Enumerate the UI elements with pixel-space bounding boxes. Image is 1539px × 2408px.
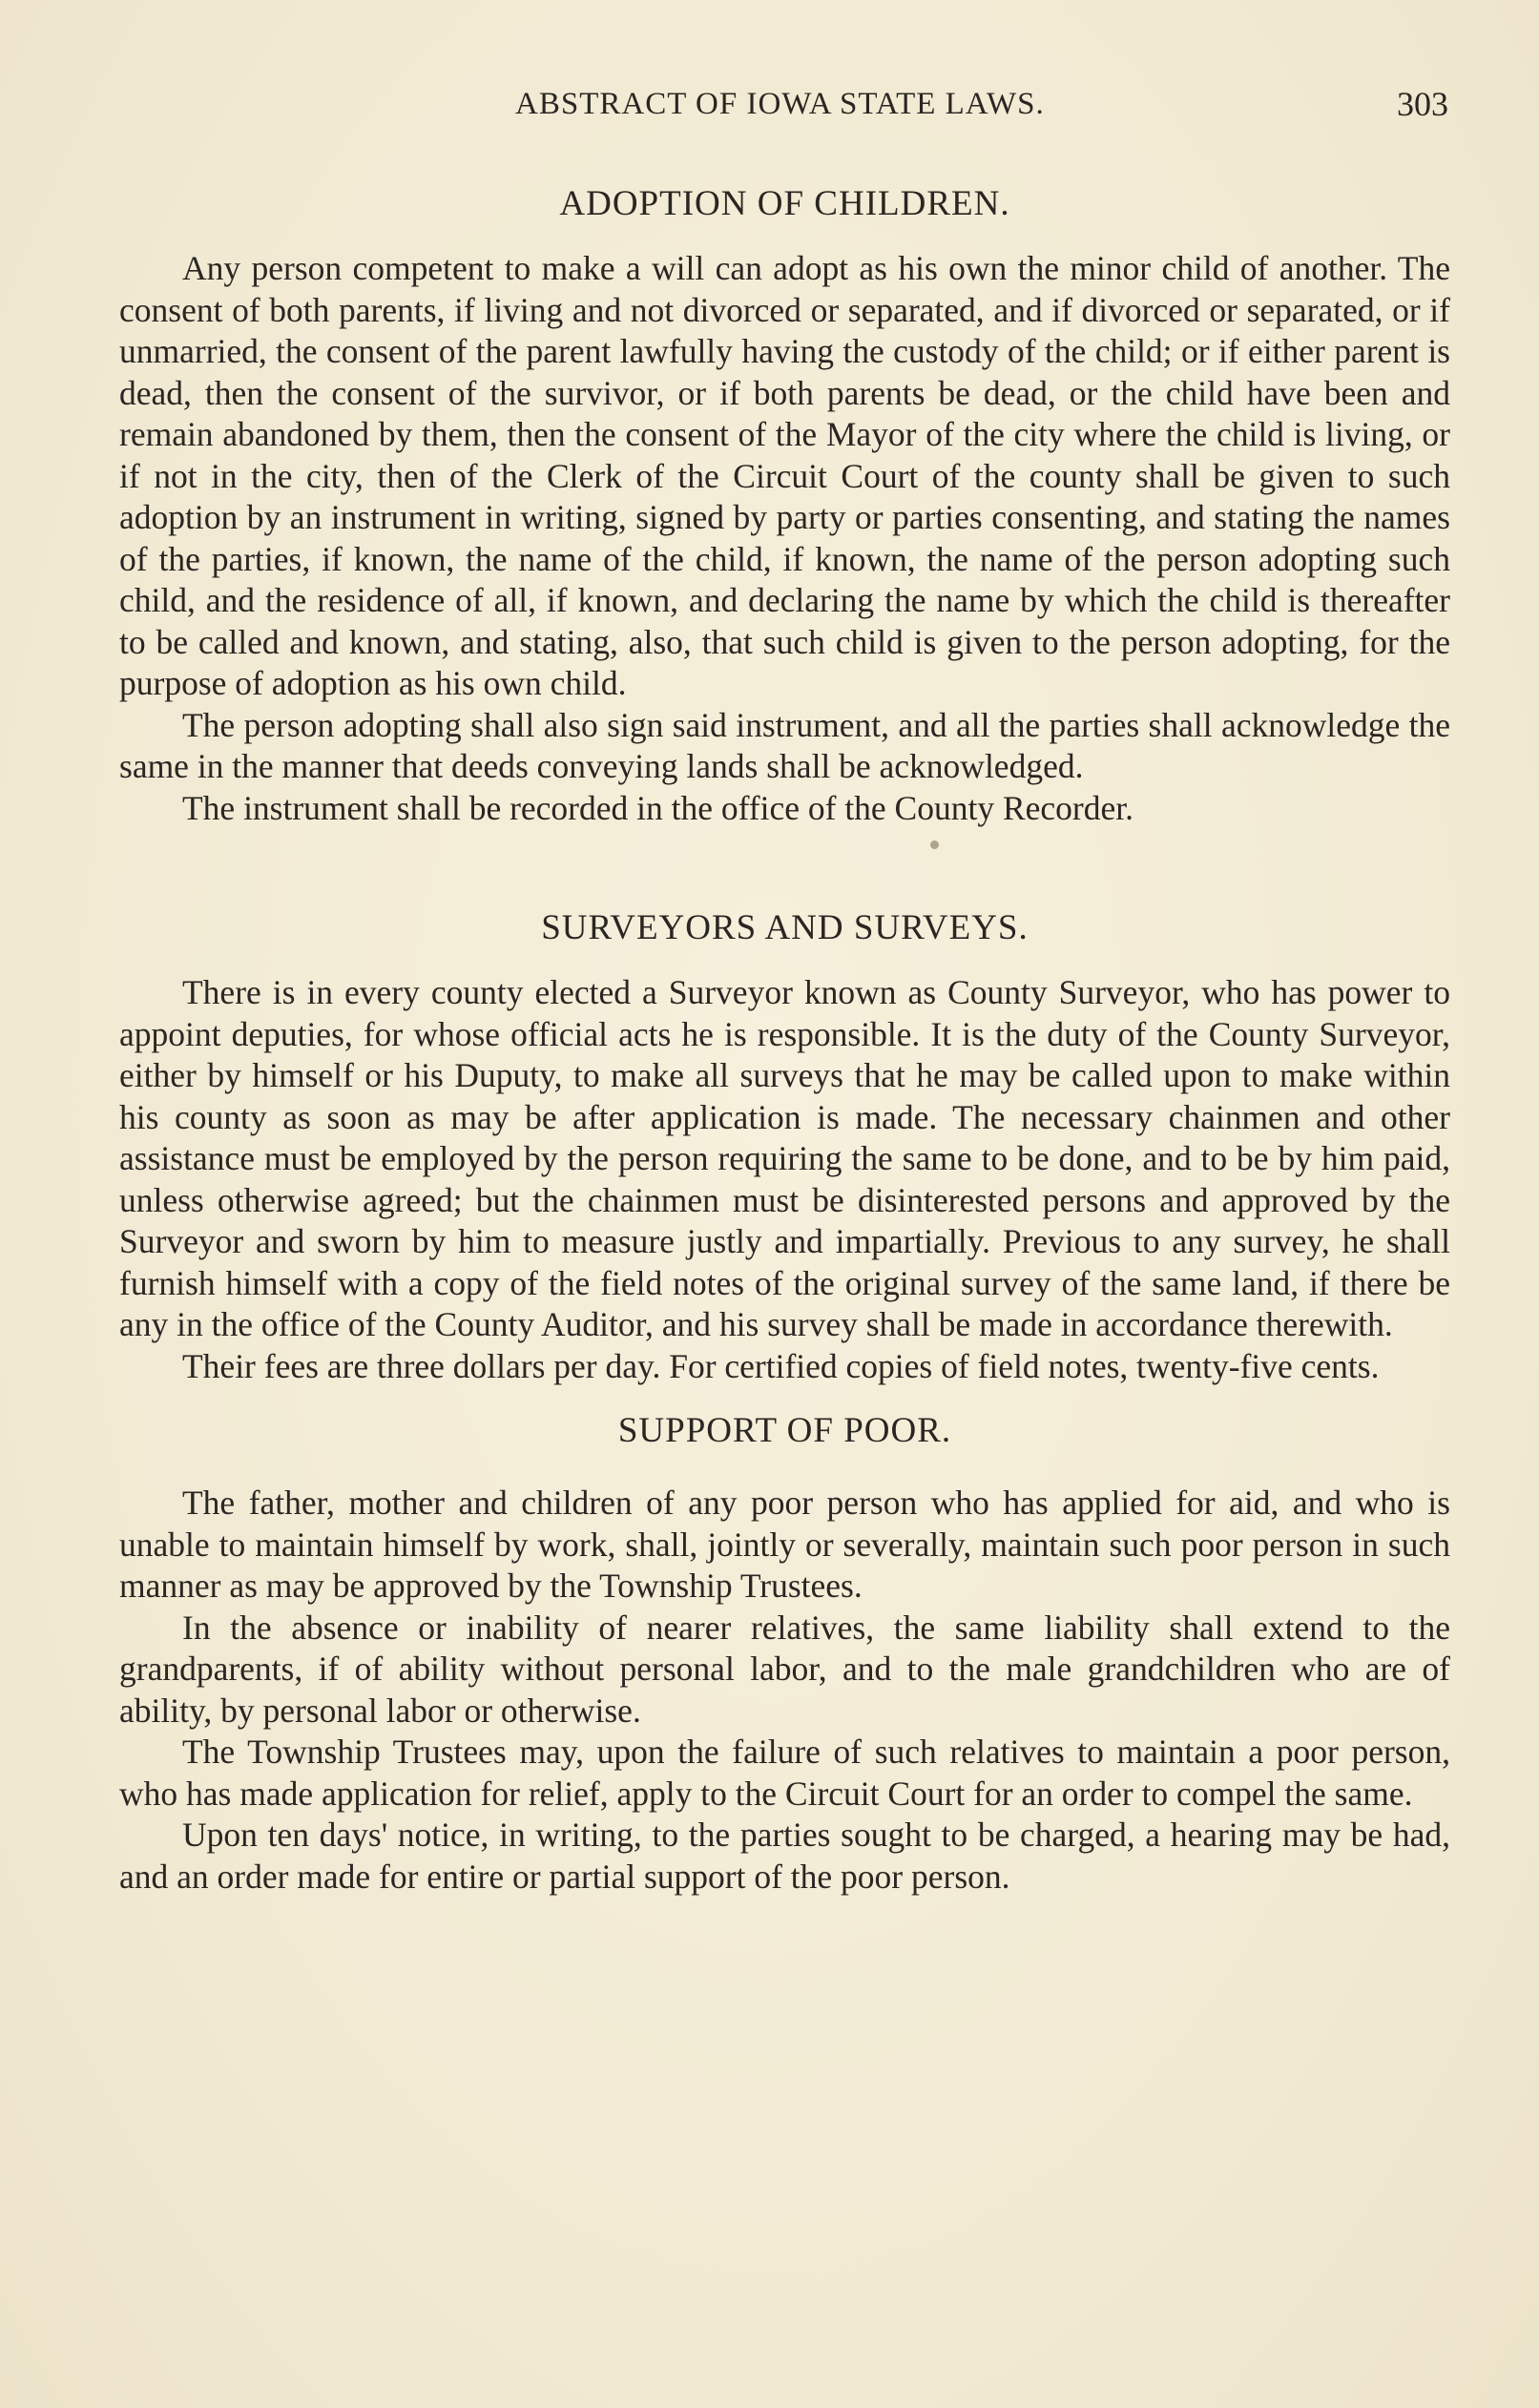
paragraph: Their fees are three dollars per day. For certified copies of field notes, twenty-five cents. bbox=[182, 1346, 1380, 1385]
paragraph: The instrument shall be recorded in the office of the County Recorder. bbox=[182, 788, 1133, 827]
paragraph: There is in every county elected a Surveyor known as County Surveyor, who has power to appoint deputies, for whose official acts he is responsible. It is the duty of the County Surveyor, either by himself or his Duputy, to make all surveys that he may be called upon to make within his county as soon as may be after application is made. The necessary chainmen and other assistance must be employed by the person requiring the same to be done, and to be by him paid, unless otherwise agreed; but the chainmen must be disinterested persons and approved by the Surveyor and sworn by him to measure justly and impartially. Previous to any survey, he shall furnish himself with a copy of the field notes of the original survey of the same land, if there be any in the office of the County Auditor, and his survey shall be made in accordance therewith. bbox=[119, 973, 1450, 1343]
section-heading-adoption: ADOPTION OF CHILDREN. bbox=[559, 184, 1010, 223]
section-heading-surveyors: SURVEYORS AND SURVEYS. bbox=[541, 908, 1029, 947]
paragraph: Any person competent to make a will can adopt as his own the minor child of another. The consent of both parents, if living and not divorced or separated, and if divorced or separated, or if unmarried, the consent of the parent lawfully having the custody of the child; or if either parent is dead, then the consent of the survivor, or if both parents be dead, or the child have been and remain abandoned by them, then the consent of the Mayor of the city where the child is living, or if not in the city, then of the Clerk of the Circuit Court of the county shall be given to such adoption by an instrument in writing, signed by party or parties consenting, and stating the names of the parties, if known, the name of the child, if known, the name of the person adopting such child, and the residence of all, if known, and declaring the name by which the child is thereafter to be called and known, and stating, also, that such child is given to the person adopting, for the purpose of adoption as his own child. bbox=[119, 249, 1450, 702]
paragraph: The Township Trustees may, upon the failure of such relatives to maintain a poor person, who has made application for relief, apply to the Circuit Court for an order to compel the same. bbox=[119, 1733, 1450, 1813]
running-title: ABSTRACT OF IOWA STATE LAWS. bbox=[515, 87, 1045, 121]
paragraph: The father, mother and children of any poor person who has applied for aid, and who is unable to maintain himself by work, shall, jointly or severally, maintain such poor person in such manner as may be approved by the Township Trustees. bbox=[119, 1484, 1450, 1605]
section-ornament bbox=[119, 829, 1450, 856]
paragraph: Upon ten days' notice, in writing, to the parties sought to be charged, a hearing may be had, and an order made for entire or partial support of the poor person. bbox=[119, 1816, 1450, 1896]
page-body bbox=[119, 181, 1450, 1898]
paragraph: The person adopting shall also sign said instrument, and all the parties shall acknowledge the same in the manner that deeds conveying lands shall be acknowledged. bbox=[119, 705, 1450, 785]
section-heading-support: SUPPORT OF POOR. bbox=[617, 1411, 952, 1450]
running-head bbox=[0, 80, 1539, 128]
ornament-dot bbox=[930, 841, 939, 849]
page-number: 303 bbox=[1397, 85, 1448, 123]
paragraph: In the absence or inability of nearer relatives, the same liability shall extend to the grandparents, if of ability without personal labor, and to the male grandchildren who are of ability, by personal labor or otherwise. bbox=[119, 1608, 1450, 1730]
